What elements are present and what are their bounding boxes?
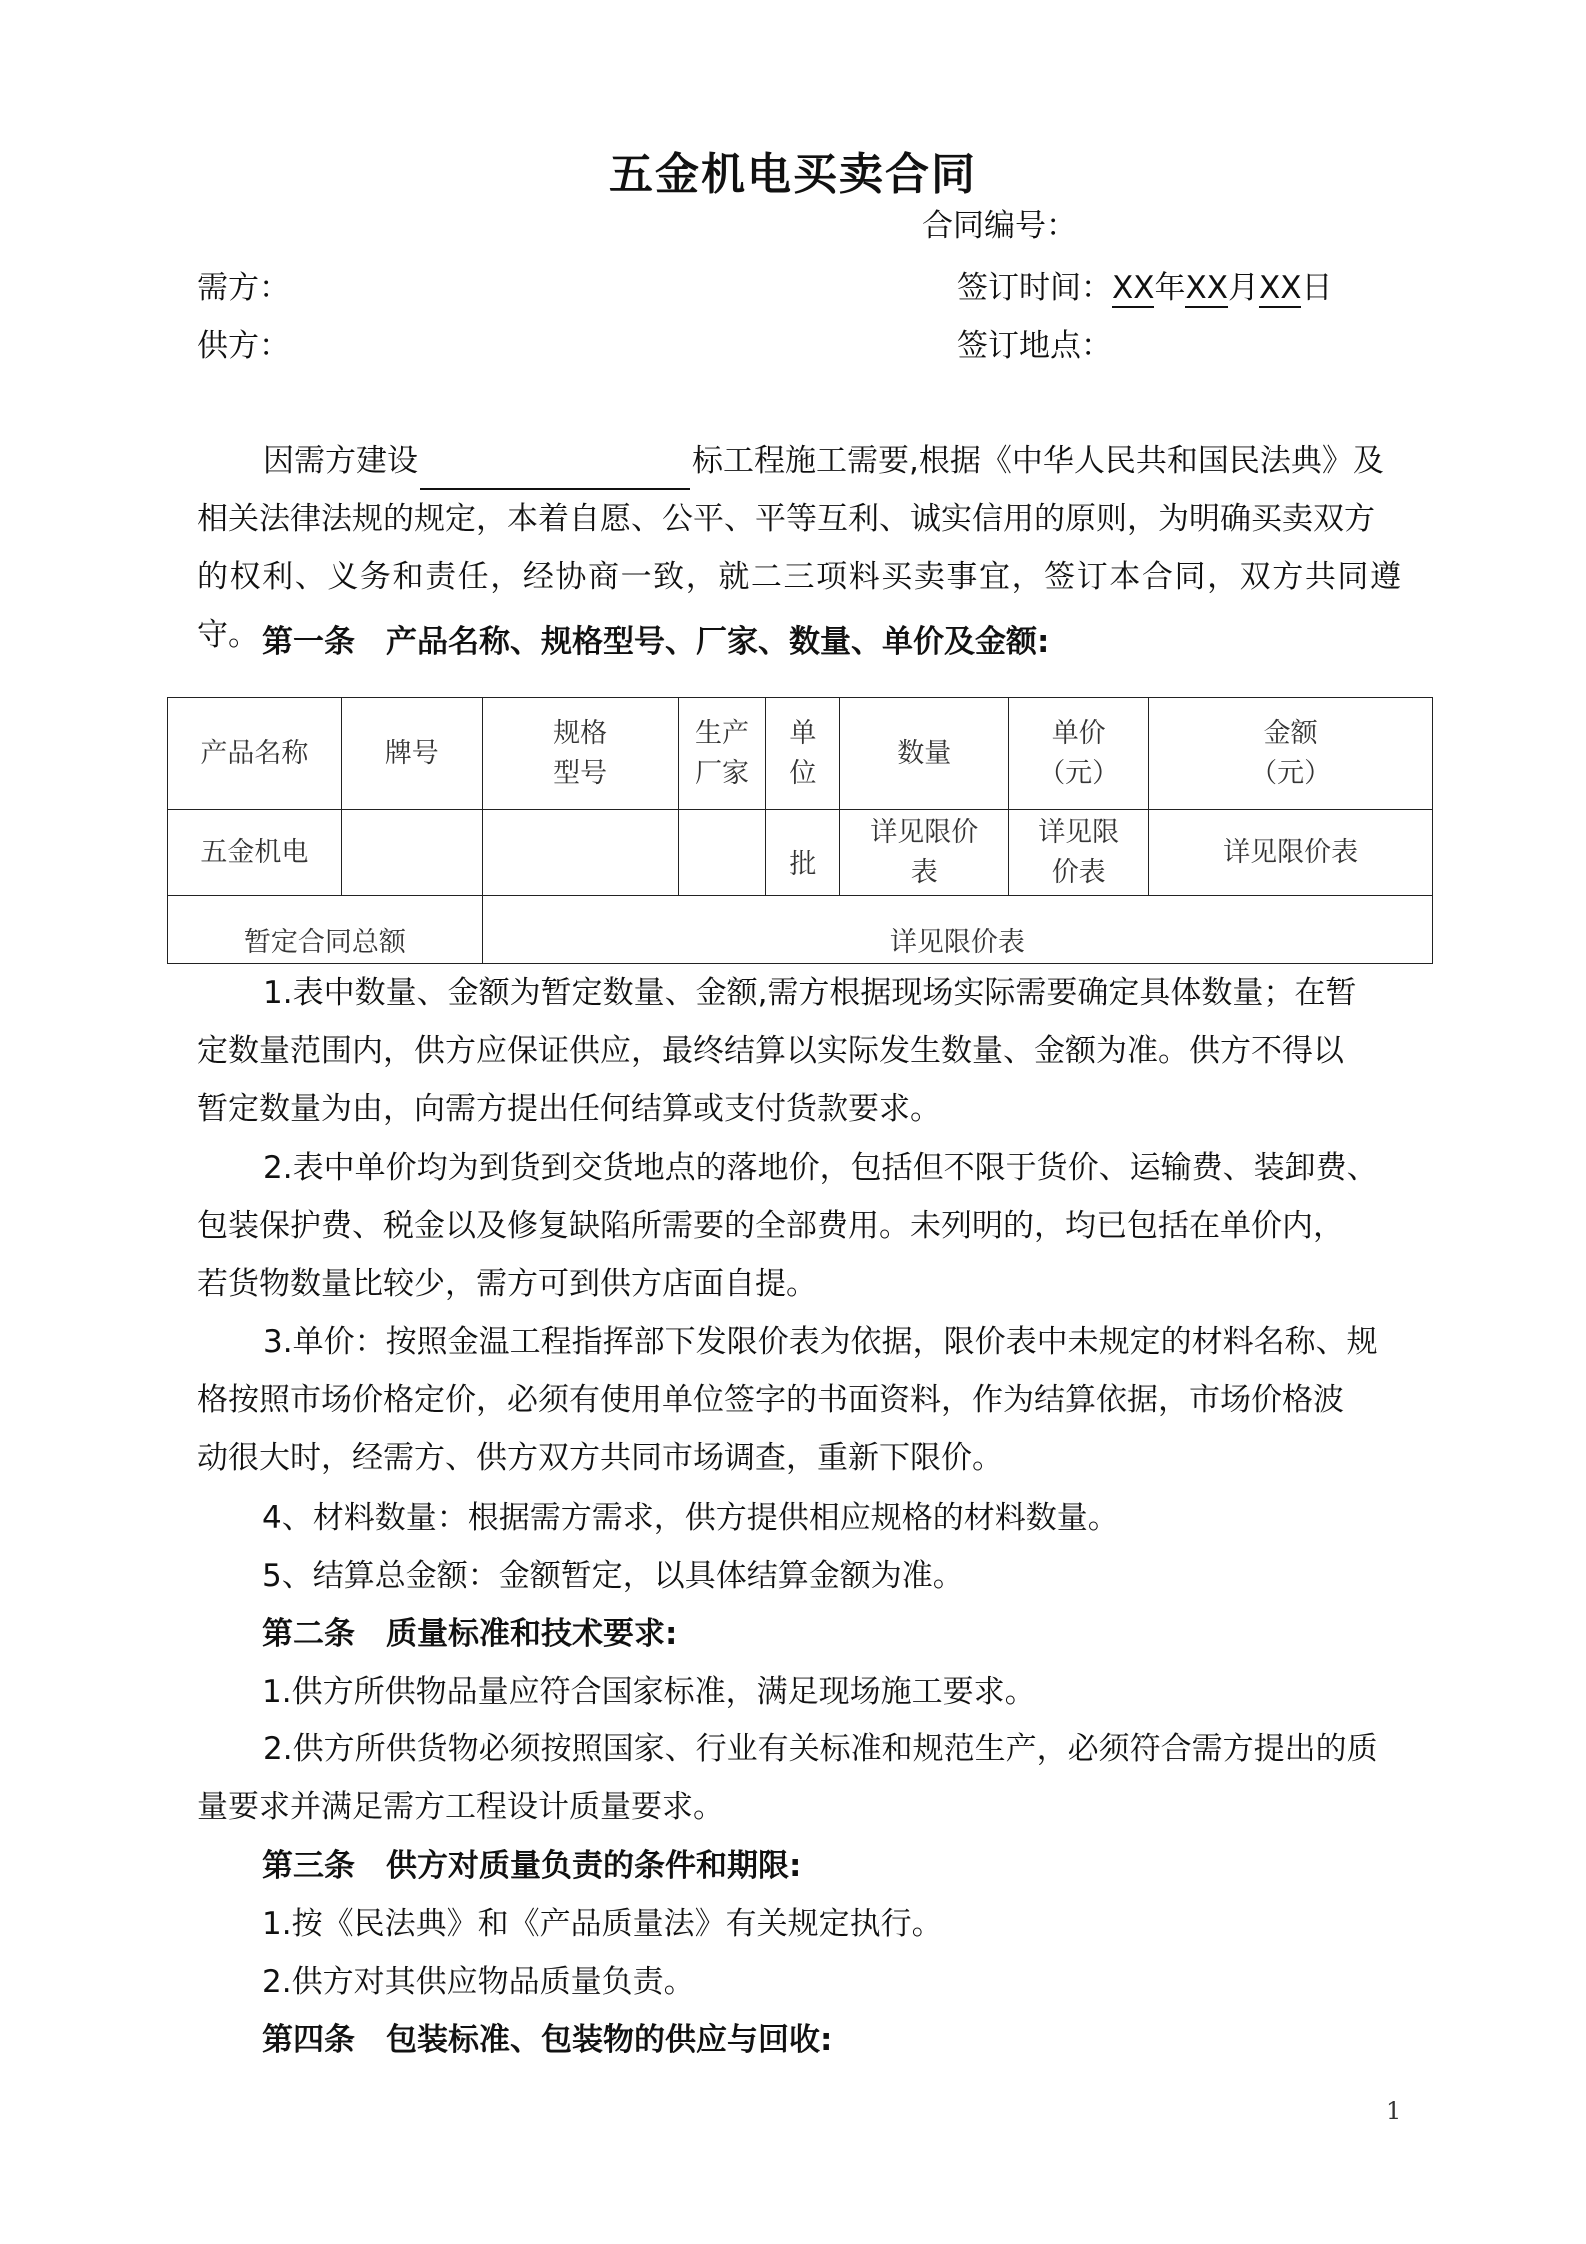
goods-table	[167, 697, 1433, 964]
month-unit: 月	[1227, 270, 1259, 306]
buyer-label: 需方：	[197, 270, 290, 306]
day-unit: 日	[1301, 270, 1333, 306]
sign-date-label: 签订时间：	[957, 270, 1112, 306]
sign-month: XX	[1185, 270, 1228, 306]
header-unit-price: 单价 （元）	[1009, 698, 1149, 810]
total-value: 详见限价表	[482, 896, 1432, 964]
sign-date	[957, 266, 1332, 310]
article2-heading: 第二条 质量标准和技术要求:	[262, 1616, 678, 1652]
intro-line-3: 的权利、义务和责任，经协商一致，就二三项料买卖事宜，签订本合同，双方共同遵守。	[197, 559, 1401, 653]
cell-unit: 批	[766, 810, 840, 896]
table-total-row	[168, 896, 1433, 964]
cell-unit-price: 详见限 价表	[1009, 810, 1149, 896]
note-2: 2.表中单价均为到货到交货地点的落地价，包括但不限于货价、运输费、装卸费、 包装保护费、税金以及修复缺陷所需要的全部费用。未列明的，均已包括在单价内， 若货物数量比较少，需方可到供方店面自提。	[197, 1150, 1378, 1302]
header-unit: 单 位	[766, 698, 840, 810]
intro-line-1: 因需方建设 标工程施工需要,根据《中华人民共和国民法典》及	[197, 432, 1401, 490]
article3-heading: 第三条 供方对质量负责的条件和期限:	[262, 1848, 802, 1884]
seller-label: 供方：	[197, 328, 290, 364]
note-5: 5、结算总金额：金额暂定，以具体结算金额为准。	[262, 1558, 964, 1594]
document-title: 五金机电买卖合同	[609, 149, 977, 200]
table-header-row	[168, 698, 1433, 810]
article3-item-1: 1.按《民法典》和《产品质量法》有关规定执行。	[262, 1906, 943, 1942]
article1-heading: 第一条 产品名称、规格型号、厂家、数量、单价及金额:	[262, 624, 1050, 660]
header-spec: 规格 型号	[482, 698, 678, 810]
header-brand: 牌号	[341, 698, 482, 810]
header-quantity: 数量	[840, 698, 1009, 810]
cell-quantity: 详见限价 表	[840, 810, 1009, 896]
header-maker: 生产 厂家	[678, 698, 766, 810]
note-1: 1.表中数量、金额为暂定数量、金额,需方根据现场实际需要确定具体数量；在暂 定数量范围内，供方应保证供应，最终结算以实际发生数量、金额为准。供方不得以 暂定数量为由，向需方提出任何结算或支付货款要求。	[197, 975, 1357, 1127]
sign-year: XX	[1112, 270, 1155, 306]
year-unit: 年	[1154, 270, 1186, 306]
sign-day: XX	[1258, 270, 1302, 306]
contract-number-label: 合同编号：	[922, 208, 1077, 244]
cell-product-name: 五金机电	[168, 810, 342, 896]
cell-spec	[482, 810, 678, 896]
cell-brand	[341, 810, 482, 896]
intro-line-2: 相关法律法规的规定，本着自愿、公平、平等互利、诚实信用的原则，为明确买卖双方	[197, 501, 1375, 537]
project-name-blank	[420, 454, 690, 490]
cell-amount: 详见限价表	[1149, 810, 1433, 896]
article4-heading: 第四条 包装标准、包装物的供应与回收:	[262, 2022, 833, 2058]
sign-place-label: 签订地点：	[957, 328, 1112, 364]
note-4: 4、材料数量：根据需方需求，供方提供相应规格的材料数量。	[262, 1500, 1119, 1536]
article3-item-2: 2.供方对其供应物品质量负责。	[262, 1964, 695, 2000]
note-3: 3.单价：按照金温工程指挥部下发限价表为依据，限价表中未规定的材料名称、规 格按照市场价格定价，必须有使用单位签字的书面资料，作为结算依据，市场价格波 动很大时，经需方、供方双方共同市场调查，重新下限价。	[197, 1324, 1378, 1476]
total-label: 暂定合同总额	[168, 896, 483, 964]
cell-maker	[678, 810, 766, 896]
article2-item-1: 1.供方所供物品量应符合国家标准，满足现场施工要求。	[262, 1674, 1036, 1710]
article2-item-2: 2.供方所供货物必须按照国家、行业有关标准和规范生产，必须符合需方提出的质 量要求并满足需方工程设计质量要求。	[197, 1731, 1378, 1825]
table-row	[168, 810, 1433, 896]
header-amount: 金额 （元）	[1149, 698, 1433, 810]
header-product-name: 产品名称	[168, 698, 342, 810]
page-number: 1	[1386, 2097, 1402, 2125]
